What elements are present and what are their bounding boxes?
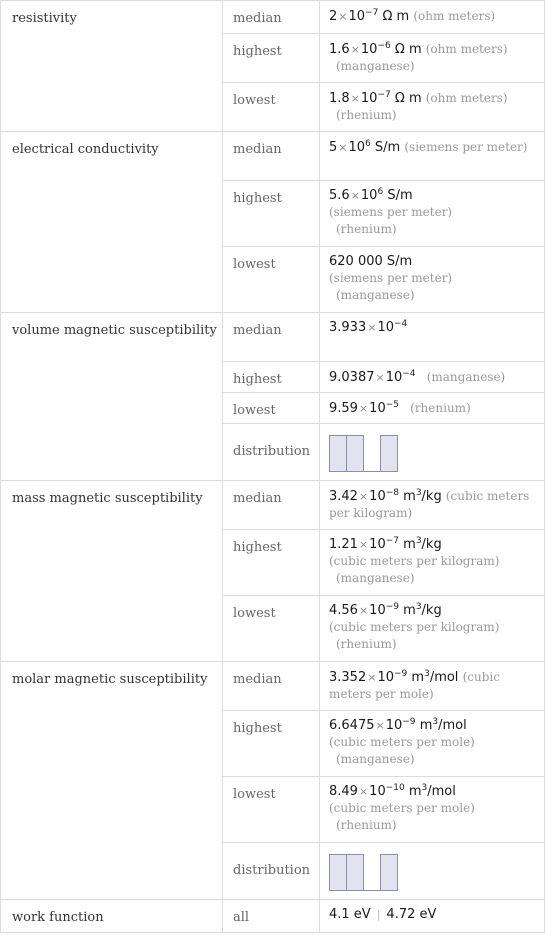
unit-tail: /mol bbox=[438, 718, 467, 733]
value-separator: | bbox=[376, 908, 381, 921]
unit-exponent: 3 bbox=[415, 536, 422, 546]
property-name: work function bbox=[1, 900, 223, 933]
value-cell bbox=[320, 900, 545, 933]
unit-exponent: 3 bbox=[432, 717, 439, 727]
times-sign: × bbox=[367, 321, 377, 334]
element-name: (rhenium) bbox=[410, 401, 471, 415]
element-name: (manganese) bbox=[336, 288, 415, 302]
base-ten: 10 bbox=[369, 603, 386, 618]
value-exponent: −7 bbox=[385, 536, 399, 546]
property-name: mass magnetic susceptibility bbox=[1, 481, 223, 662]
base-ten: 10 bbox=[369, 489, 386, 504]
times-sign: × bbox=[358, 402, 369, 415]
sub-label: median bbox=[223, 481, 320, 530]
unit-description: (ohm meters) bbox=[413, 9, 496, 23]
value-mantissa: 3.933 bbox=[329, 320, 367, 335]
sub-label: highest bbox=[223, 34, 320, 83]
table-row bbox=[1, 662, 545, 711]
unit-tail: /kg bbox=[421, 537, 442, 552]
unit-exponent: 3 bbox=[421, 783, 428, 793]
sub-label: all bbox=[223, 900, 320, 933]
value-cell bbox=[320, 181, 545, 247]
times-sign: × bbox=[350, 43, 360, 56]
value-exponent: −6 bbox=[377, 41, 391, 51]
element-name: (rhenium) bbox=[336, 637, 397, 651]
value-cell bbox=[320, 83, 545, 132]
value-exponent: −7 bbox=[365, 8, 379, 18]
unit-description: (cubic meters per kilogram) bbox=[329, 554, 500, 568]
value-cell bbox=[320, 1, 545, 34]
histogram-bar bbox=[381, 855, 398, 891]
unit-base: m bbox=[403, 537, 416, 552]
times-sign: × bbox=[358, 785, 369, 798]
histogram-bar bbox=[347, 855, 364, 891]
sub-label: median bbox=[223, 132, 320, 181]
value-mantissa: 9.0387 bbox=[329, 370, 375, 385]
sub-label: lowest bbox=[223, 247, 320, 313]
unit-base: m bbox=[411, 670, 425, 685]
unit-base: m bbox=[419, 718, 433, 733]
unit-tail: /mol bbox=[429, 670, 459, 685]
element-name: (rhenium) bbox=[336, 108, 397, 122]
value-mantissa: 3.352 bbox=[329, 670, 367, 685]
sub-label: lowest bbox=[223, 83, 320, 132]
base-ten: 10 bbox=[360, 42, 378, 57]
times-sign: × bbox=[358, 604, 369, 617]
value-exponent: 6 bbox=[377, 187, 384, 197]
value-cell bbox=[320, 247, 545, 313]
value-cell bbox=[320, 393, 545, 424]
value-mantissa: 5.6 bbox=[329, 188, 350, 203]
distribution-plot bbox=[329, 435, 398, 472]
value-exponent: −9 bbox=[385, 602, 399, 612]
table-row bbox=[1, 132, 545, 181]
value-cell bbox=[320, 313, 545, 362]
value-mantissa: 1.8 bbox=[329, 91, 350, 106]
value-mantissa: 9.59 bbox=[329, 401, 358, 416]
table-row bbox=[1, 481, 545, 530]
base-ten: 10 bbox=[385, 718, 403, 733]
unit-description: (ohm meters) bbox=[425, 42, 508, 56]
value-exponent: −9 bbox=[402, 717, 416, 727]
value-mantissa: 4.56 bbox=[329, 603, 358, 618]
sub-label: lowest bbox=[223, 596, 320, 662]
sub-label: highest bbox=[223, 181, 320, 247]
value-cell bbox=[320, 481, 545, 530]
unit-description: (cubic meters per mole) bbox=[329, 801, 475, 815]
element-name: (rhenium) bbox=[336, 818, 397, 832]
times-sign: × bbox=[350, 189, 360, 202]
element-name: (manganese) bbox=[336, 59, 415, 73]
value-unit: S/m bbox=[374, 140, 401, 155]
element-name: (manganese) bbox=[426, 370, 506, 384]
times-sign: × bbox=[367, 671, 377, 684]
sub-label: highest bbox=[223, 711, 320, 777]
element-name: (rhenium) bbox=[336, 222, 397, 236]
value-exponent: −7 bbox=[377, 90, 391, 100]
element-name: (manganese) bbox=[336, 571, 415, 585]
value-exponent: −4 bbox=[393, 319, 408, 329]
base-ten: 10 bbox=[369, 401, 386, 416]
sub-label: median bbox=[223, 662, 320, 711]
element-name: (manganese) bbox=[336, 752, 415, 766]
times-sign: × bbox=[338, 141, 348, 154]
value-mantissa: 6.6475 bbox=[329, 718, 375, 733]
base-ten: 10 bbox=[360, 91, 378, 106]
sub-label: lowest bbox=[223, 393, 320, 424]
property-name: volume magnetic susceptibility bbox=[1, 313, 223, 481]
base-ten: 10 bbox=[385, 370, 403, 385]
unit-tail: /kg bbox=[421, 489, 442, 504]
sub-label: distribution bbox=[223, 424, 320, 481]
value-cell bbox=[320, 530, 545, 596]
unit-description: (ohm meters) bbox=[425, 91, 508, 105]
value-cell bbox=[320, 711, 545, 777]
table-row bbox=[1, 1, 545, 34]
base-ten: 10 bbox=[377, 670, 394, 685]
value-unit: Ω m bbox=[394, 42, 422, 57]
distribution-plot bbox=[329, 854, 398, 891]
value-number: 620 000 bbox=[329, 254, 383, 269]
property-name: molar magnetic susceptibility bbox=[1, 662, 223, 900]
sub-label: median bbox=[223, 313, 320, 362]
times-sign: × bbox=[358, 490, 369, 503]
unit-exponent: 3 bbox=[415, 602, 422, 612]
value-unit: Ω m bbox=[394, 91, 422, 106]
sub-label: highest bbox=[223, 362, 320, 393]
value-mantissa: 5 bbox=[329, 140, 338, 155]
value-cell bbox=[320, 777, 545, 843]
unit-description: (cubic meters per mole) bbox=[329, 670, 500, 701]
property-name: electrical conductivity bbox=[1, 132, 223, 313]
value-exponent: −8 bbox=[385, 488, 399, 498]
value-cell bbox=[320, 596, 545, 662]
histogram-bar bbox=[330, 436, 347, 472]
distribution-cell bbox=[320, 424, 545, 481]
unit-description: (cubic meters per kilogram) bbox=[329, 620, 500, 634]
unit-description: (cubic meters per mole) bbox=[329, 735, 475, 749]
unit-description: (siemens per meter) bbox=[404, 140, 528, 154]
value-cell bbox=[320, 662, 545, 711]
times-sign: × bbox=[338, 10, 348, 23]
table-row bbox=[1, 313, 545, 362]
value-unit: S/m bbox=[386, 254, 413, 269]
value-mantissa: 1.6 bbox=[329, 42, 350, 57]
value-exponent: −5 bbox=[385, 400, 399, 410]
unit-exponent: 3 bbox=[415, 488, 422, 498]
histogram-bar bbox=[347, 436, 364, 472]
value-exponent: −9 bbox=[393, 669, 408, 679]
unit-base: m bbox=[403, 603, 416, 618]
histogram-bar bbox=[330, 855, 347, 891]
value-cell bbox=[320, 34, 545, 83]
times-sign: × bbox=[358, 538, 369, 551]
value-mantissa: 2 bbox=[329, 9, 338, 24]
distribution-cell bbox=[320, 843, 545, 900]
unit-tail: /kg bbox=[421, 603, 442, 618]
times-sign: × bbox=[350, 92, 360, 105]
value-unit: S/m bbox=[387, 188, 413, 203]
value-mantissa: 3.42 bbox=[329, 489, 358, 504]
sub-label: lowest bbox=[223, 777, 320, 843]
base-ten: 10 bbox=[377, 320, 394, 335]
times-sign: × bbox=[375, 719, 385, 732]
sub-label: median bbox=[223, 1, 320, 34]
value-exponent: −4 bbox=[402, 369, 416, 379]
histogram-bar bbox=[381, 436, 398, 472]
value-cell bbox=[320, 362, 545, 393]
base-ten: 10 bbox=[369, 784, 386, 799]
value-exponent: 6 bbox=[365, 139, 371, 149]
sub-label: highest bbox=[223, 530, 320, 596]
unit-exponent: 3 bbox=[424, 669, 430, 679]
value-mantissa: 1.21 bbox=[329, 537, 358, 552]
base-ten: 10 bbox=[348, 140, 366, 155]
unit-base: m bbox=[403, 489, 416, 504]
base-ten: 10 bbox=[348, 9, 366, 24]
base-ten: 10 bbox=[360, 188, 378, 203]
unit-tail: /mol bbox=[427, 784, 456, 799]
value-unit: Ω m bbox=[382, 9, 410, 24]
sub-label: distribution bbox=[223, 843, 320, 900]
table-row bbox=[1, 900, 545, 933]
value-mantissa: 8.49 bbox=[329, 784, 358, 799]
property-name: resistivity bbox=[1, 1, 223, 132]
unit-description: (siemens per meter) bbox=[329, 205, 453, 219]
value-cell bbox=[320, 132, 545, 181]
unit-base: m bbox=[408, 784, 422, 799]
unit-description: (siemens per meter) bbox=[329, 271, 453, 285]
value-exponent: −10 bbox=[385, 783, 405, 793]
times-sign: × bbox=[375, 371, 385, 384]
unit-description: (cubic meters per kilogram) bbox=[329, 489, 530, 520]
value-text: 4.1 eV bbox=[329, 907, 371, 922]
value-text: 4.72 eV bbox=[386, 907, 437, 922]
base-ten: 10 bbox=[369, 537, 386, 552]
